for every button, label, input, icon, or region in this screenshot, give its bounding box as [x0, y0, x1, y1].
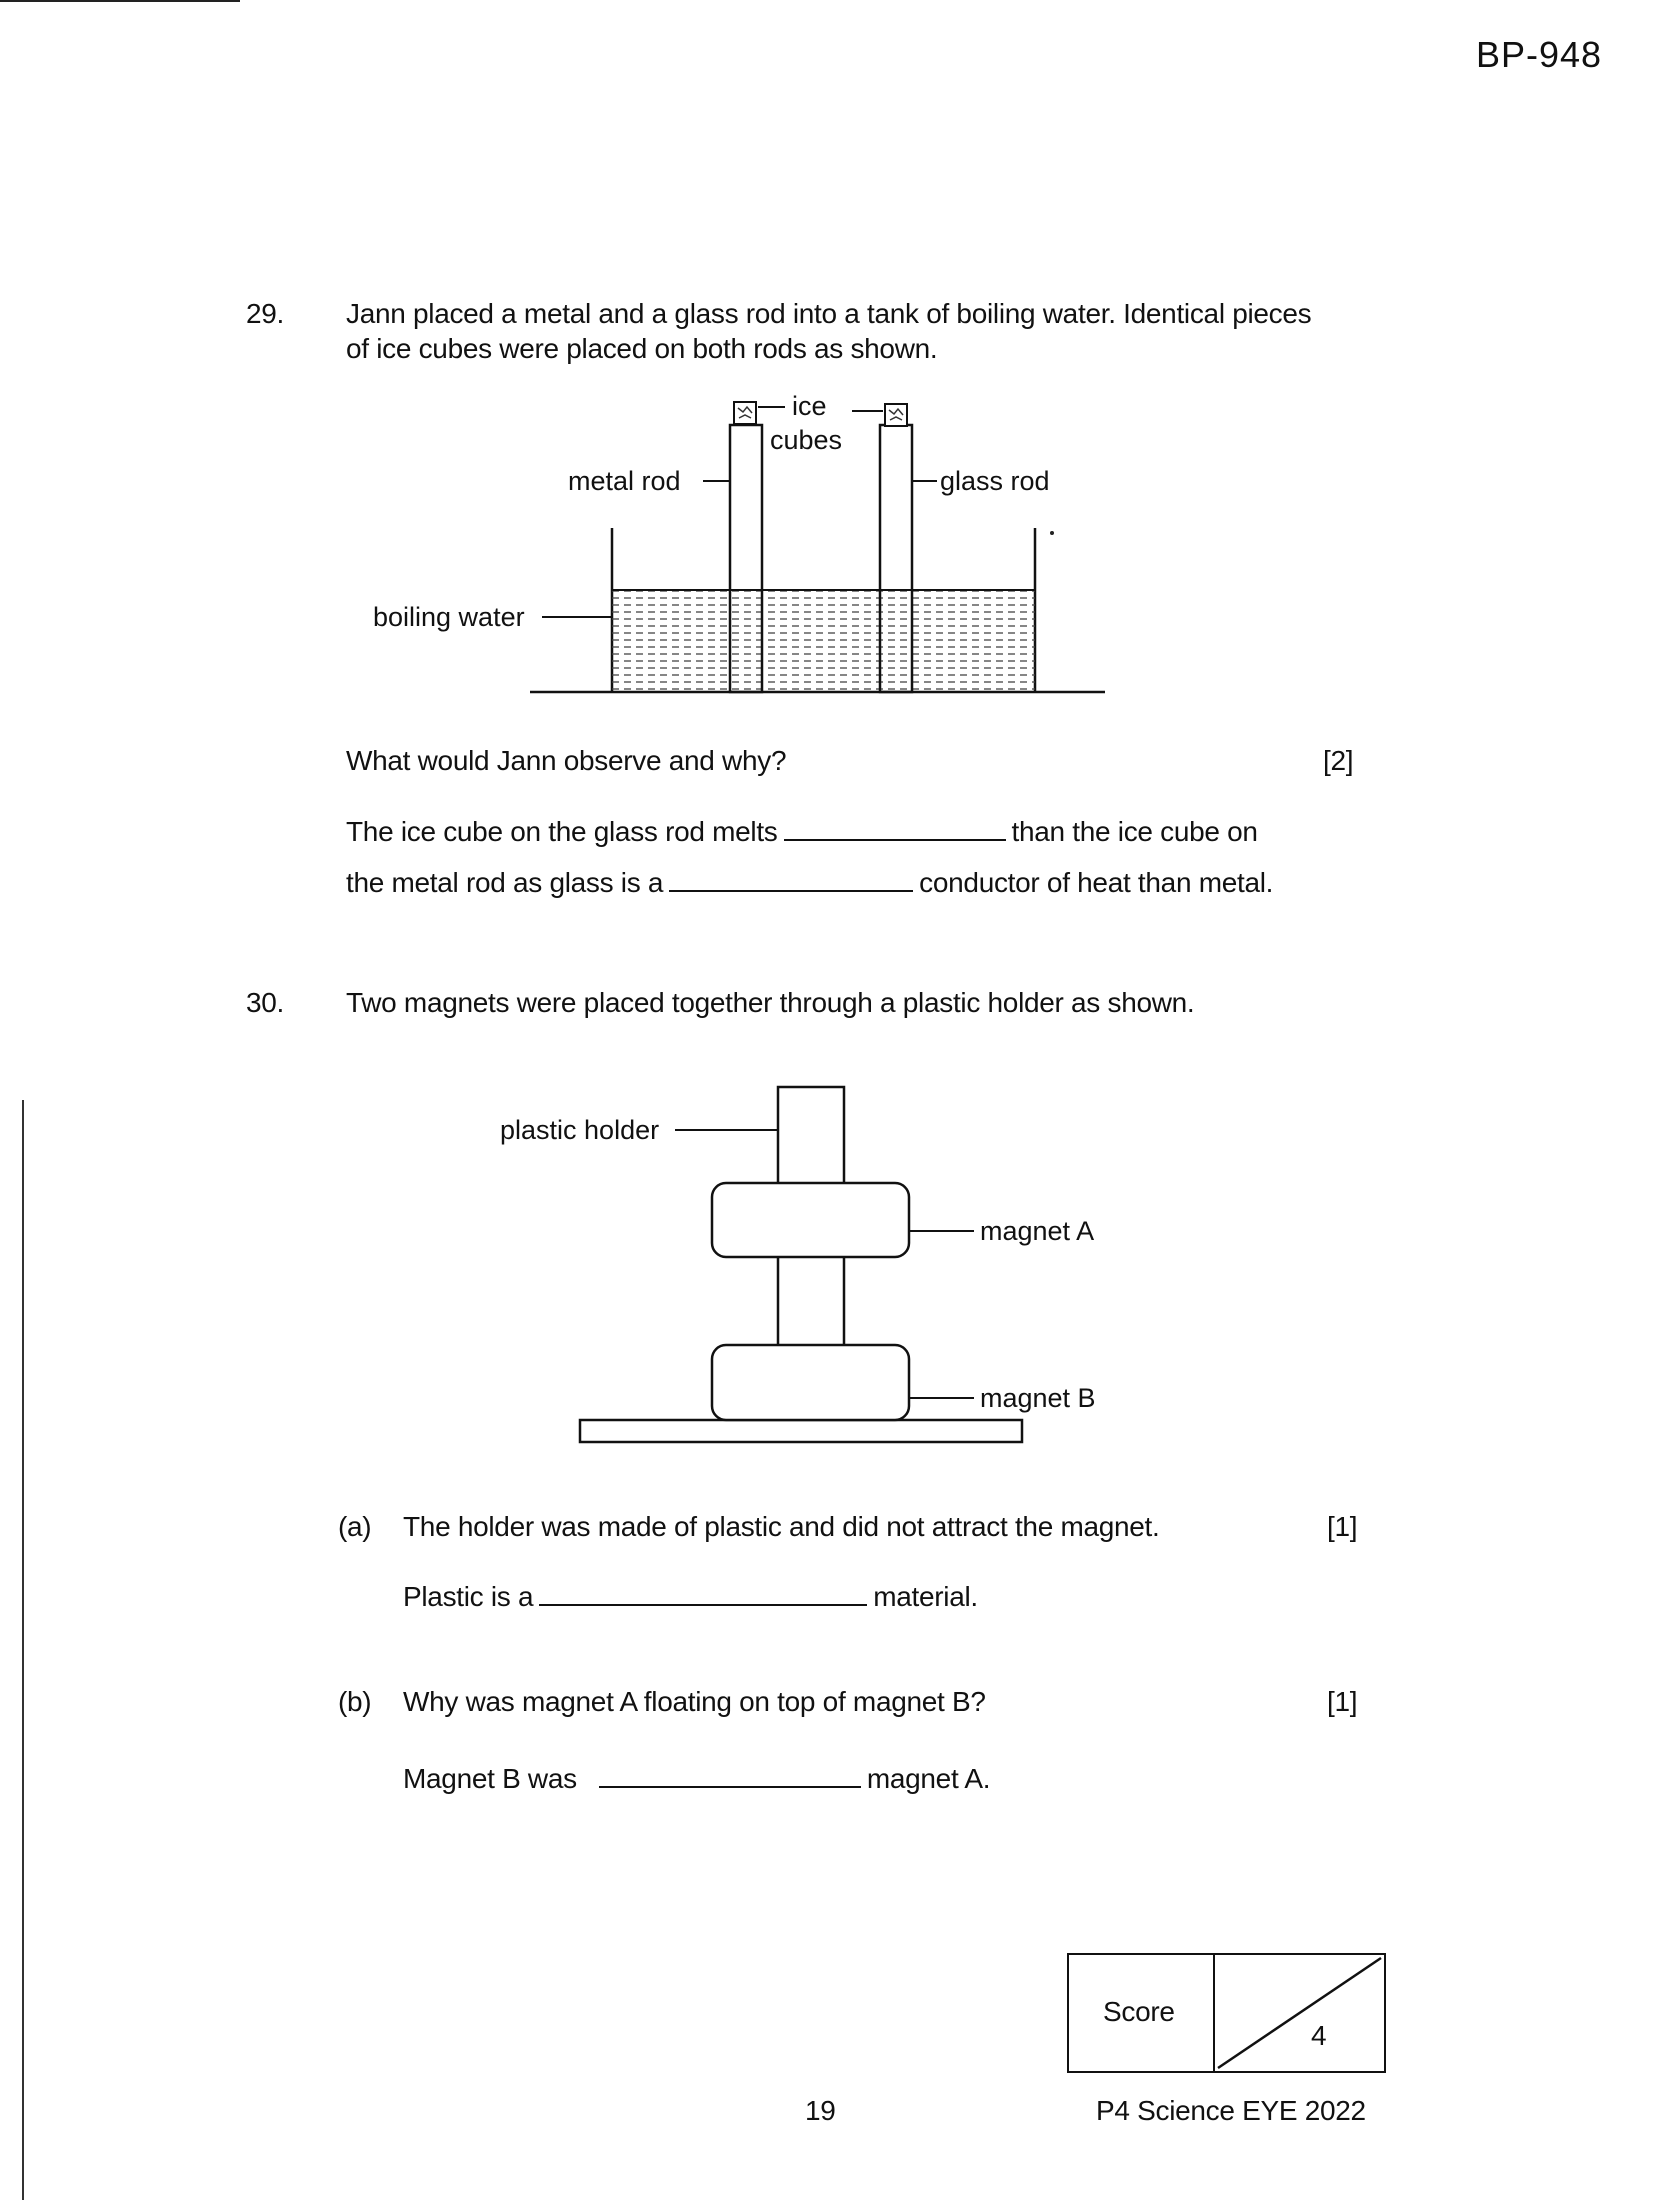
- q30b-text: Why was magnet A floating on top of magnet B?: [403, 1686, 986, 1717]
- q29-answer-line2-end: conductor of heat than metal.: [919, 867, 1274, 898]
- q30b-label: (b): [338, 1686, 372, 1717]
- q30b-answer-end: magnet A.: [866, 1763, 991, 1794]
- magnet-a: [712, 1183, 909, 1257]
- q29-number: 29.: [246, 298, 285, 329]
- q30b-answer: [403, 1762, 990, 1796]
- q30a-text: The holder was made of plastic and did not attract the magnet.: [403, 1511, 1160, 1542]
- q30-number: 30.: [246, 987, 285, 1018]
- score-diagonal: [1215, 1955, 1384, 2071]
- score-label-box: [1067, 1953, 1215, 2073]
- top-edge-line: [0, 0, 240, 2]
- q29-question: What would Jann observe and why?: [346, 745, 787, 776]
- q29-text-line1: Jann placed a metal and a glass rod into a tank of boiling water. Identical pieces: [346, 298, 1312, 329]
- left-binding-line: [22, 1100, 24, 2200]
- metal-rod: [730, 425, 762, 692]
- glass-rod: [880, 425, 912, 692]
- answer-blank-4[interactable]: [599, 1764, 861, 1788]
- answer-blank-2[interactable]: [669, 868, 913, 892]
- label-ice-cubes-line2: cubes: [770, 425, 843, 455]
- exam-title: P4 Science EYE 2022: [1096, 2095, 1366, 2126]
- ice-cube-glass: [885, 404, 907, 426]
- label-magnet-b: magnet B: [980, 1383, 1096, 1413]
- q29-answer-line1-start: The ice cube on the glass rod melts: [346, 816, 778, 847]
- label-metal-rod: metal rod: [568, 466, 681, 496]
- base-board: [580, 1420, 1022, 1442]
- label-plastic-holder: plastic holder: [500, 1115, 660, 1145]
- score-max: 4: [1311, 2020, 1327, 2051]
- q30a-answer: [403, 1580, 978, 1614]
- q30b-marks: [1]: [1327, 1686, 1358, 1717]
- answer-blank-1[interactable]: [784, 817, 1006, 841]
- q30-diagram: [490, 1075, 1130, 1455]
- q29-text-line2: of ice cubes were placed on both rods as shown.: [346, 333, 938, 364]
- paper-code: BP-948: [1476, 34, 1603, 75]
- q29-marks: [2]: [1323, 745, 1354, 776]
- q29-answer-line1: [346, 815, 1258, 849]
- ice-cube-metal: [734, 402, 756, 424]
- q30a-marks: [1]: [1327, 1511, 1358, 1542]
- q30b-answer-start: Magnet B was: [403, 1763, 577, 1794]
- q30-text: Two magnets were placed together through a plastic holder as shown.: [346, 987, 1195, 1018]
- boiling-water: [612, 590, 1035, 692]
- q30a-answer-end: material.: [873, 1581, 978, 1612]
- q30a-label: (a): [338, 1511, 372, 1542]
- score-label: Score: [1103, 1996, 1175, 2027]
- label-glass-rod: glass rod: [940, 466, 1050, 496]
- q29-answer-line2: [346, 866, 1273, 900]
- label-boiling-water: boiling water: [373, 602, 525, 632]
- page-number: 19: [805, 2095, 836, 2126]
- q29-diagram: [360, 385, 1120, 705]
- label-ice: ice: [792, 391, 827, 421]
- label-magnet-a: magnet A: [980, 1216, 1095, 1246]
- q29-answer-line2-start: the metal rod as glass is a: [346, 867, 664, 898]
- score-value-box[interactable]: [1213, 1953, 1386, 2073]
- magnet-b: [712, 1345, 909, 1420]
- answer-blank-3[interactable]: [539, 1582, 867, 1606]
- q30a-answer-start: Plastic is a: [403, 1581, 534, 1612]
- q29-answer-line1-end: than the ice cube on: [1011, 816, 1258, 847]
